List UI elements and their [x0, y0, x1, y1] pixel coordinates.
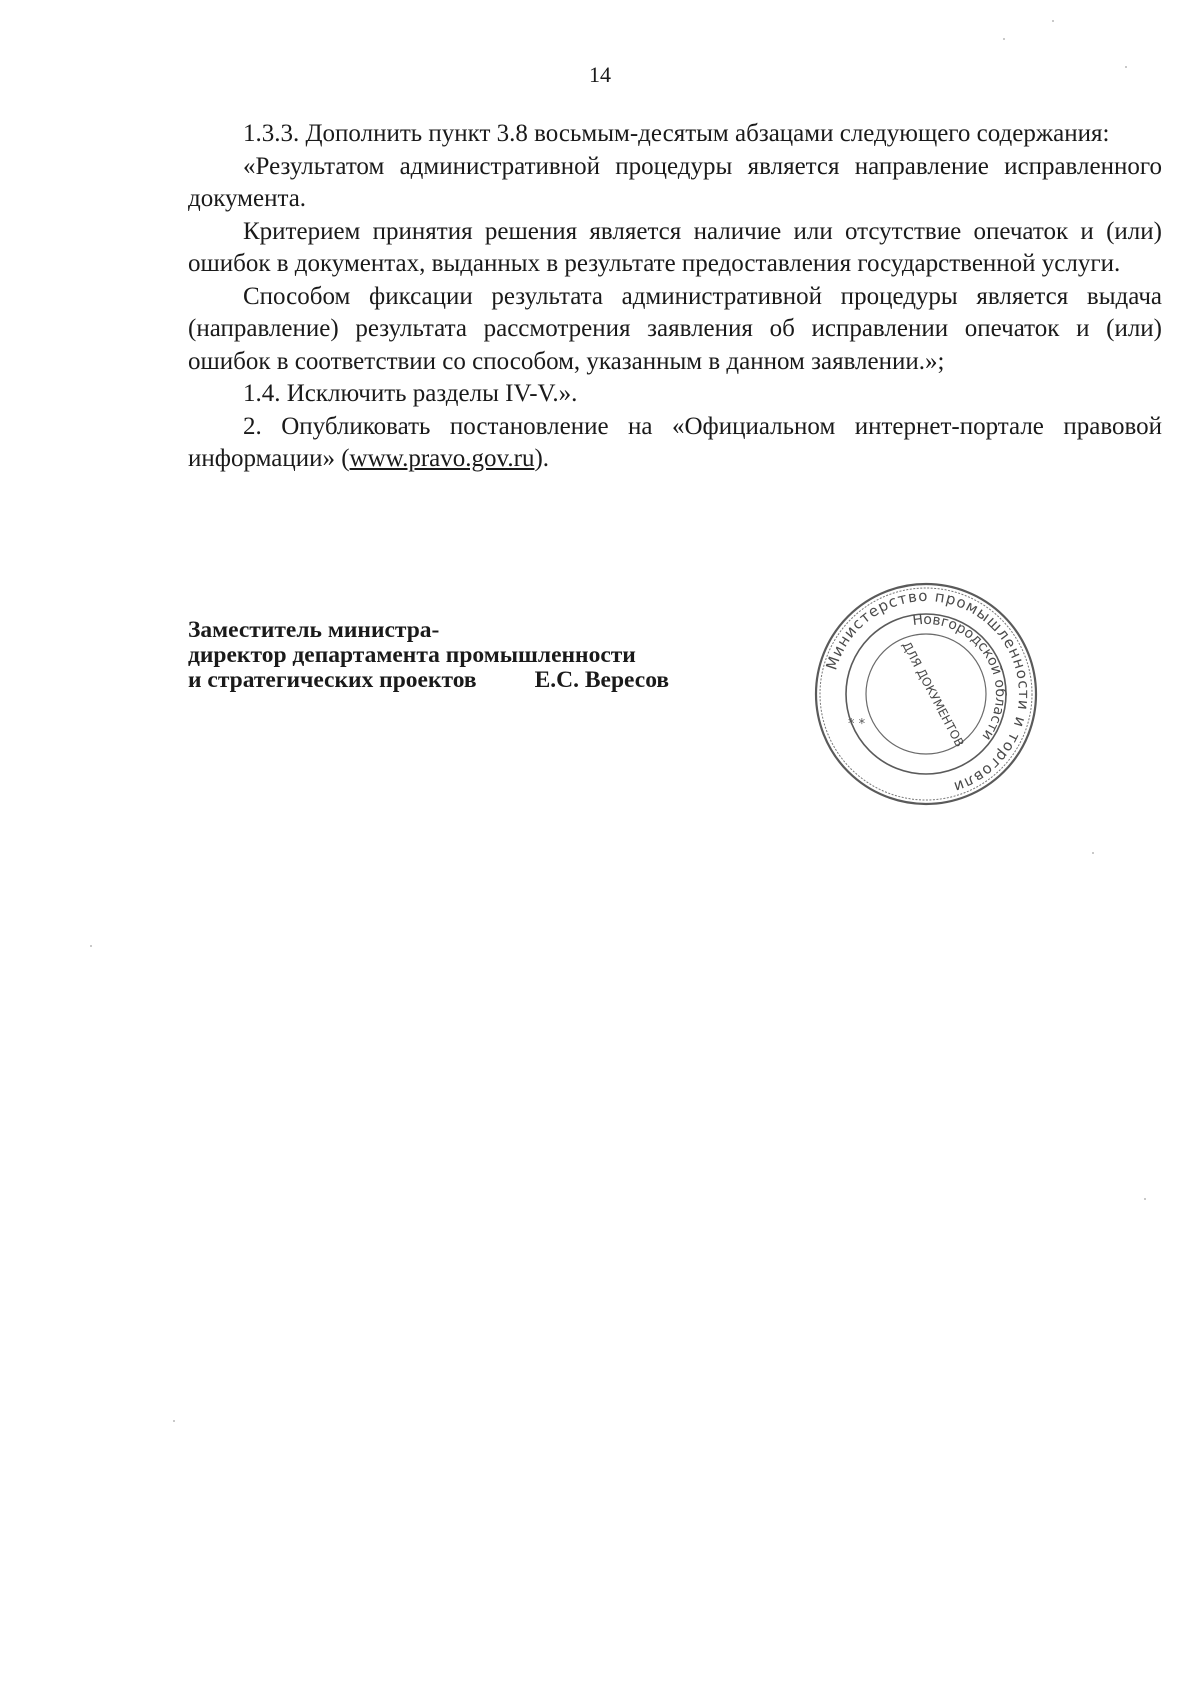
paragraph-fixation: Способом фиксации результата административной процедуры является выдача (направление) результата рассмотрения заявления об исправлении опечаток и (или) ошибок в соответствии со способом, указанным в данном заявлении.»; — [188, 282, 1162, 375]
signatory-name: Е.С. Вересов — [534, 667, 670, 693]
paragraph-criterion: Критерием принятия решения является наличие или отсутствие опечаток и (или) ошибок в документах, выданных в результате предоставления государственной услуги. — [188, 217, 1162, 277]
signatory-title-1: Заместитель министра- — [188, 617, 440, 643]
publish-text: 2. Опубликовать постановление на «Официальном интернет-портале правовой информации» ( — [188, 412, 1162, 472]
scan-speck — [1003, 38, 1005, 40]
publish-text-end: ). — [534, 445, 550, 472]
paragraph-1-3-3: 1.3.3. Дополнить пункт 3.8 восьмым-десятым абзацами следующего содержания: — [243, 120, 1110, 147]
scan-speck — [173, 1420, 175, 1422]
paragraph-2-publish — [188, 411, 1162, 476]
signatory-title-2: директор департамента промышленности — [188, 642, 636, 668]
paragraph-1-4: 1.4. Исключить разделы IV-V.». — [243, 380, 578, 407]
pravo-link[interactable]: www.pravo.gov.ru — [349, 445, 535, 472]
seal-inner-text: Новгородской области — [911, 611, 1009, 744]
seal-outer-text: Министерство промышленности и торговли — [822, 586, 1034, 797]
scan-speck — [1144, 1198, 1146, 1200]
scan-speck — [1092, 852, 1094, 854]
signatory-title-3: и стратегических проектов Е.С. Вересов — [188, 667, 670, 693]
scan-speck — [90, 945, 92, 947]
page-number: 14 — [589, 62, 611, 87]
scan-speck — [1125, 66, 1127, 68]
official-seal-stamp — [812, 580, 1040, 808]
seal-center-text: ДЛЯ ДОКУМЕНТОВ — [899, 639, 967, 750]
scan-speck — [1052, 20, 1054, 22]
document-body — [188, 118, 1162, 476]
paragraph-result: «Результатом административной процедуры является направление исправленного документа. — [188, 152, 1162, 212]
svg-text:* *: * * — [848, 717, 866, 732]
signature-block — [188, 618, 768, 693]
seal-icon — [812, 580, 1040, 808]
